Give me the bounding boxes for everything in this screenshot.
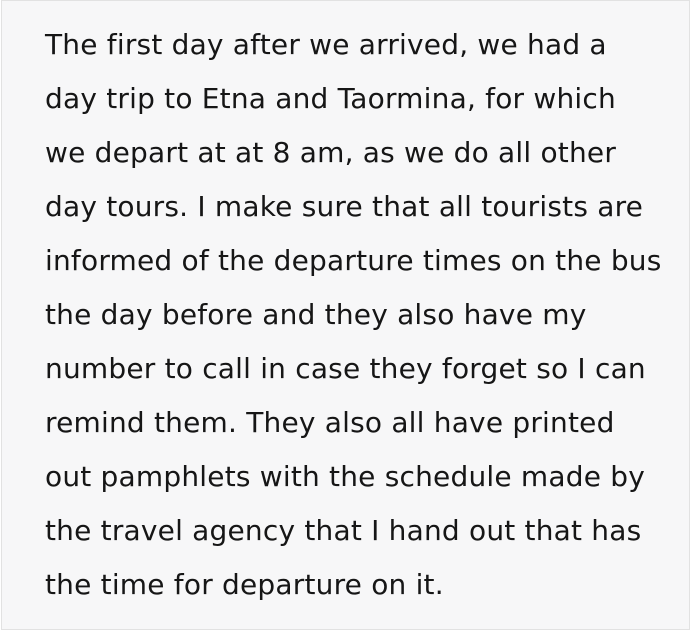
story-text-line: the travel agency that I hand out that has [45,514,642,547]
story-text-line: the time for departure on it. [45,568,444,601]
story-text-card [1,0,690,630]
story-text-line: remind them. They also all have printed [45,406,615,439]
story-text-line: out pamphlets with the schedule made by [45,460,645,493]
story-text-line: informed of the departure times on the bus [45,244,662,277]
story-text-line: the day before and they also have my [45,298,587,331]
story-text-line: we depart at at 8 am, as we do all other [45,136,617,169]
story-text-line: day tours. I make sure that all tourists are [45,190,644,223]
story-text-line: The first day after we arrived, we had a [45,28,607,61]
story-text-line: number to call in case they forget so I can [45,352,646,385]
story-text-line: day trip to Etna and Taormina, for which [45,82,616,115]
